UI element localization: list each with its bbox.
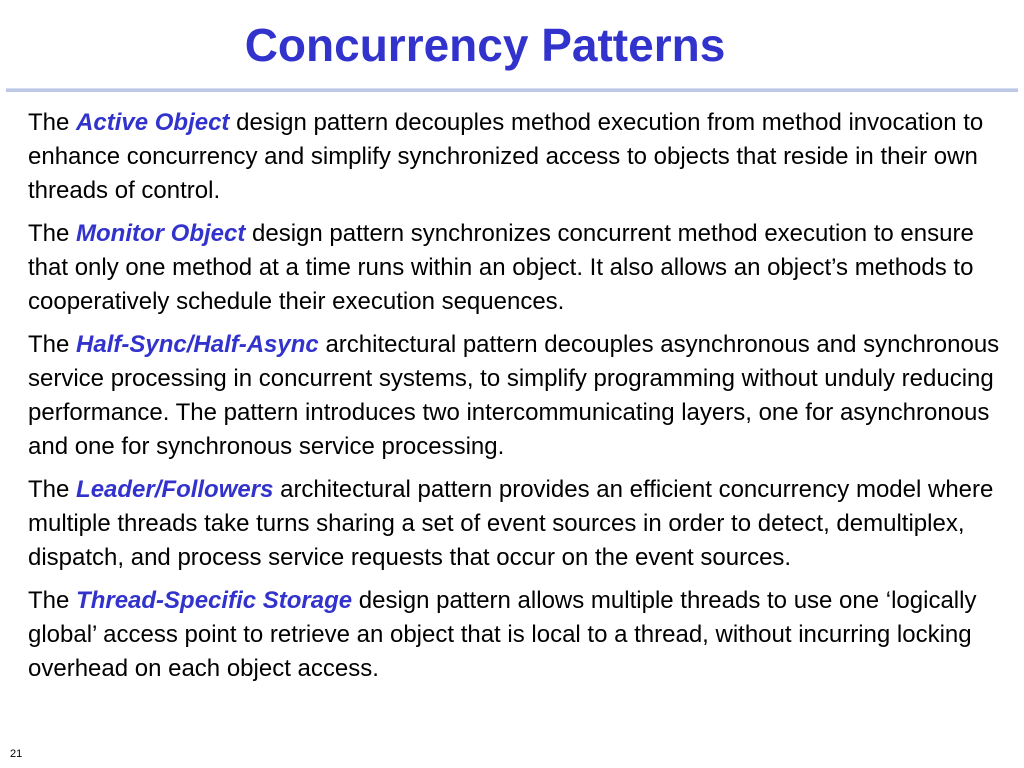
slide-title: Concurrency Patterns <box>244 19 726 71</box>
paragraph-lead: The <box>28 331 70 358</box>
paragraph-lead: The <box>28 220 70 247</box>
paragraph-monitor-object <box>28 217 1018 319</box>
pattern-name-active-object: Active Object <box>76 109 230 136</box>
paragraph-text: design pattern decouples method execution from method invocation to enhance concurrency and simplify synchronized access to objects that reside in their own threads of control. <box>28 109 984 204</box>
paragraph-text: design pattern synchronizes concurrent method execution to ensure that only one method at a time runs within an object. It also allows an object’s methods to cooperatively schedule their execution sequences. <box>28 220 974 315</box>
paragraph-text: architectural pattern provides an efficient concurrency model where multiple threads take turns sharing a set of event sources in order to detect, demultiplex, dispatch, and process service requests that occur on the event sources. <box>28 476 994 571</box>
paragraph-text: architectural pattern decouples asynchronous and synchronous service processing in concurrent systems, to simplify programming without unduly reducing performance. The pattern introduces two intercommunicating layers, one for asynchronous and one for synchronous service processing. <box>28 331 1000 460</box>
pattern-name-thread-specific-storage: Thread-Specific Storage <box>76 587 353 614</box>
slide-body <box>28 106 1018 686</box>
paragraph-lead: The <box>28 476 70 503</box>
paragraph-text: design pattern allows multiple threads to use one ‘logically global’ access point to retrieve an object that is local to a thread, without incurring locking overhead on each object access. <box>28 587 977 682</box>
pattern-name-monitor-object: Monitor Object <box>76 220 246 247</box>
title-divider <box>6 88 1018 92</box>
paragraph-lead: The <box>28 109 70 136</box>
pattern-name-leader-followers: Leader/Followers <box>76 476 274 503</box>
paragraph-half-sync-half-async <box>28 328 1018 464</box>
paragraph-leader-followers <box>28 473 1018 575</box>
page-number: 21 <box>10 748 23 760</box>
paragraph-active-object <box>28 106 1018 208</box>
paragraph-thread-specific-storage <box>28 584 1018 686</box>
pattern-name-half-sync-half-async: Half-Sync/Half-Async <box>76 331 319 358</box>
paragraph-lead: The <box>28 587 70 614</box>
